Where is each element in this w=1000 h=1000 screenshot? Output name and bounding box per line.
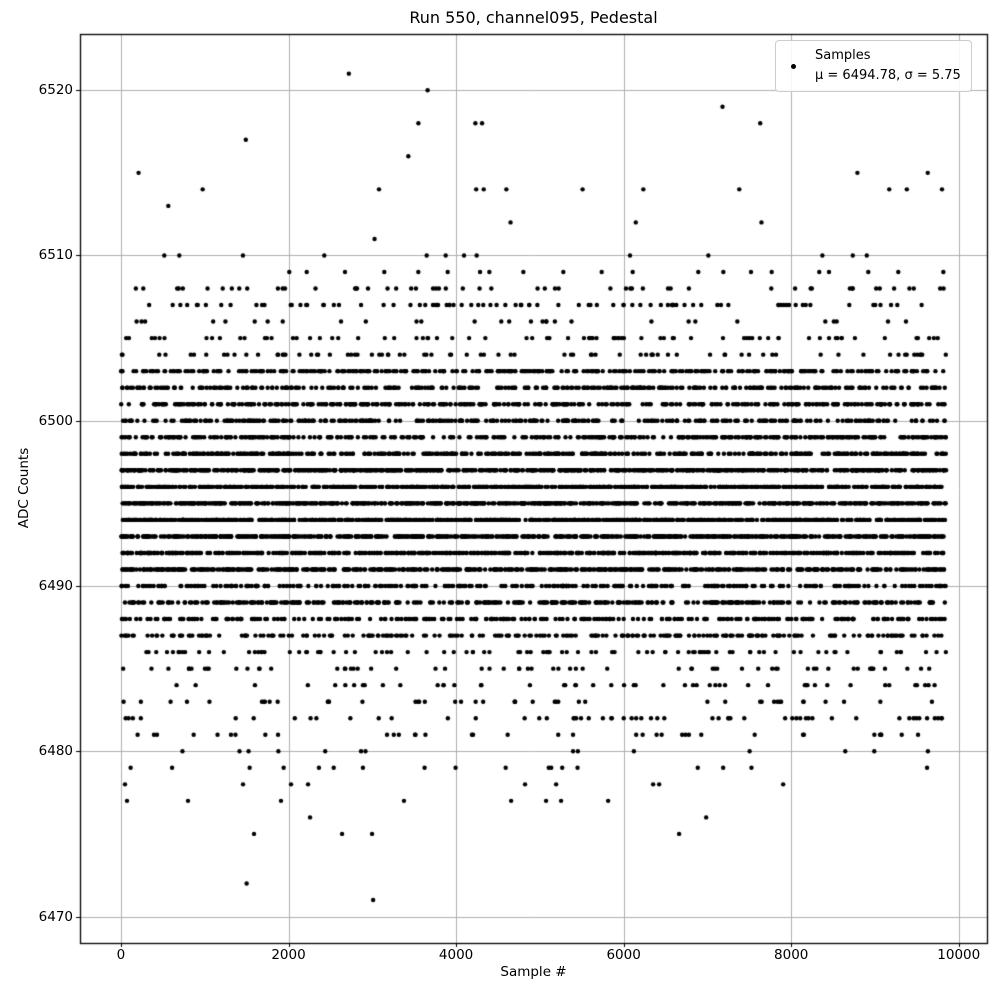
y-tick-label-3: 6500 <box>38 412 73 429</box>
legend-label-samples: Samples <box>815 48 871 63</box>
x-tick-label-3: 6000 <box>606 947 641 963</box>
chart-title: Run 550, channel095, Pedestal <box>409 8 658 27</box>
y-tick-label-2: 6490 <box>38 578 73 594</box>
y-tick-label-0: 6470 <box>38 908 73 925</box>
x-tick-label-0: 0 <box>116 947 126 963</box>
legend-label-stats: μ = 6494.78, σ = 5.75 <box>815 68 961 84</box>
y-tick-label-1: 6480 <box>38 743 73 760</box>
y-tick-label-4: 6510 <box>38 247 73 264</box>
y-axis-label: ADC Counts <box>16 447 32 529</box>
legend <box>775 40 972 92</box>
x-tick-label-4: 8000 <box>774 947 809 963</box>
legend-marker-dot <box>791 64 796 69</box>
y-tick-label-5: 6520 <box>38 82 73 99</box>
x-tick-label-1: 2000 <box>271 947 306 963</box>
legend-text <box>815 46 961 86</box>
x-axis-label: Sample # <box>500 964 567 980</box>
x-tick-label-2: 4000 <box>438 947 474 963</box>
x-tick-label-5: 10000 <box>937 947 981 963</box>
